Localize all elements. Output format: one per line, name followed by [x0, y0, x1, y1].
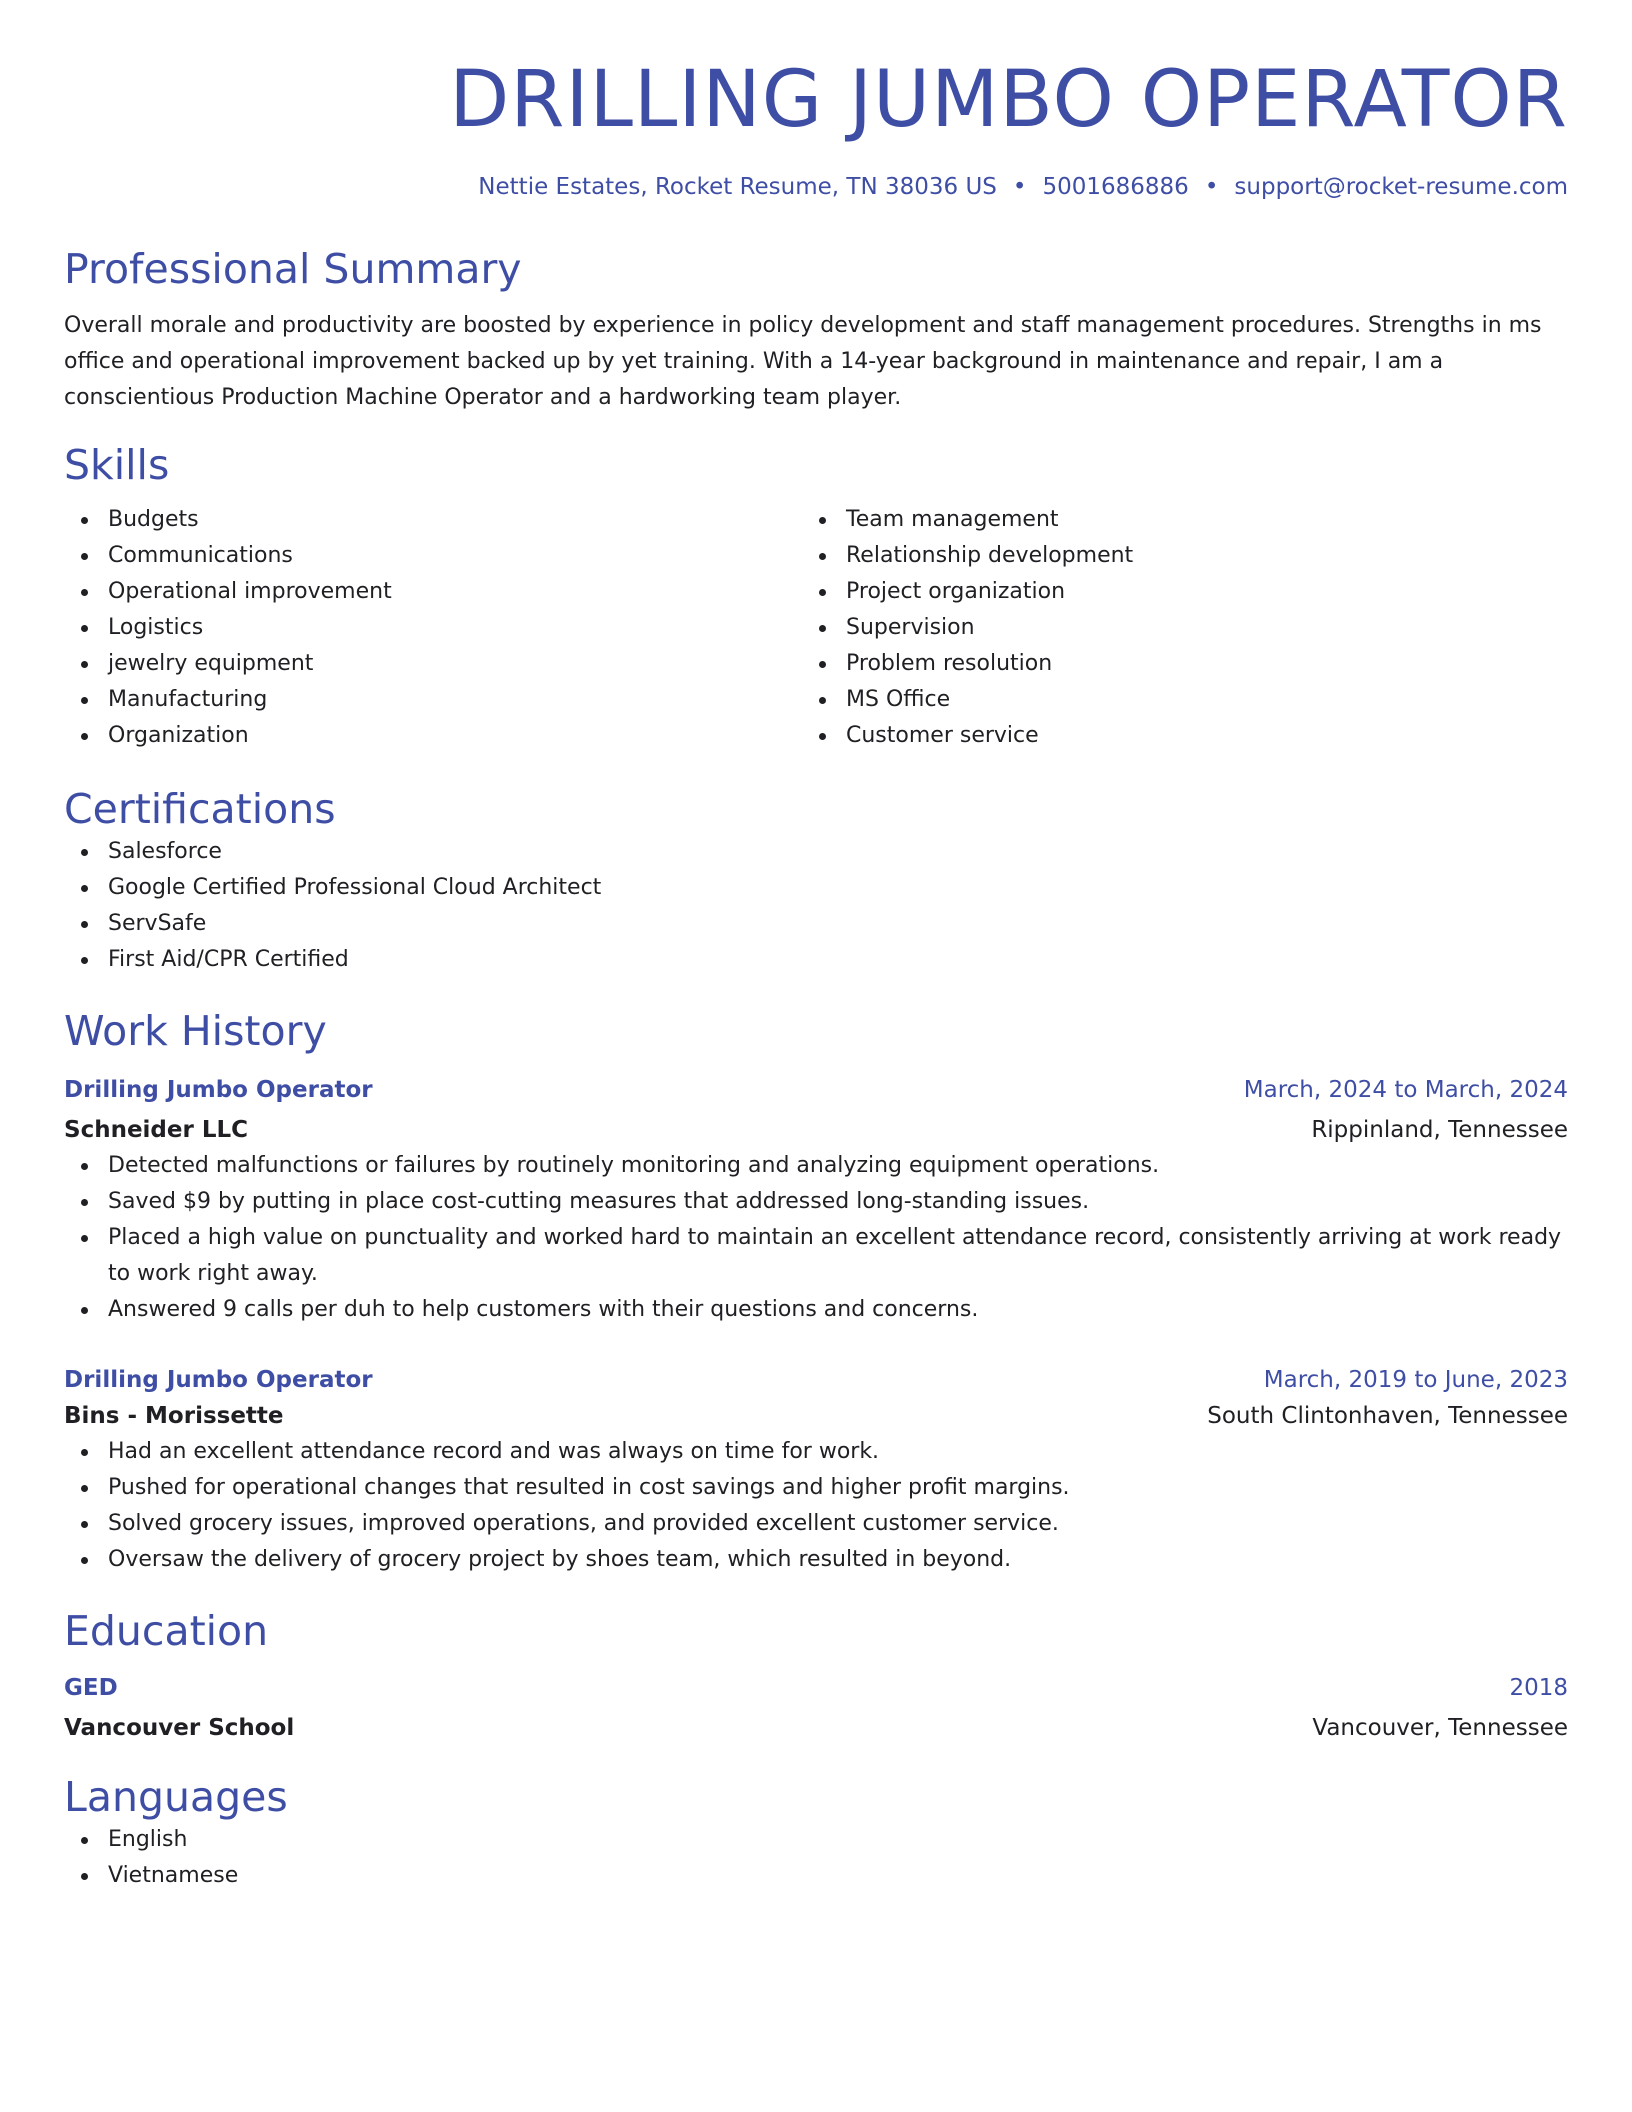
skill-item: Project organization [802, 574, 1540, 610]
job-location: Rippinland, Tennessee [1311, 1117, 1568, 1143]
skill-item: Communications [64, 538, 802, 574]
job-dates: March, 2019 to June, 2023 [1263, 1367, 1568, 1393]
job-entry [64, 1362, 1568, 1578]
job-company: Bins - Morissette [64, 1403, 284, 1429]
skill-item: Manufacturing [64, 682, 802, 718]
skill-item: Problem resolution [802, 646, 1540, 682]
job-company-row [64, 1398, 1568, 1434]
job-duty: Pushed for operational changes that resulted in cost savings and higher profit margins. [64, 1470, 1568, 1506]
job-duty: Answered 9 calls per duh to help customers with their questions and concerns. [64, 1292, 1568, 1328]
job-duties-list [64, 1148, 1568, 1328]
contact-line [64, 172, 1568, 202]
skills-columns [64, 502, 1568, 754]
skills-heading: Skills [64, 441, 170, 489]
job-duties-list [64, 1434, 1568, 1578]
summary-text: Overall morale and productivity are boosted by experience in policy development and staff management procedures. Strengths in ms office and operational improvement backed up by yet training. With a 14-year background in maintenance and repair, I am a conscientious Production Machine Operator and a hardworking team player. [64, 313, 1542, 410]
job-header-row [64, 1362, 1568, 1398]
contact-phone: 5001686886 [1042, 174, 1189, 200]
job-duty: Oversaw the delivery of grocery project by shoes team, which resulted in beyond. [64, 1542, 1568, 1578]
skill-item: Team management [802, 502, 1540, 538]
certifications-list [64, 834, 1568, 978]
job-company-row [64, 1112, 1568, 1148]
job-role: Drilling Jumbo Operator [64, 1077, 373, 1103]
skill-item: MS Office [802, 682, 1540, 718]
contact-email: support@rocket-resume.com [1234, 174, 1568, 200]
languages-list [64, 1822, 1568, 1894]
language-item: Vietnamese [64, 1858, 1568, 1894]
job-duty: Had an excellent attendance record and was always on time for work. [64, 1434, 1568, 1470]
job-role: Drilling Jumbo Operator [64, 1367, 373, 1393]
education-school: Vancouver School [64, 1715, 295, 1741]
skills-column-right [802, 502, 1540, 754]
certifications-heading: Certifications [64, 785, 336, 833]
job-entry [64, 1072, 1568, 1328]
skill-item: Supervision [802, 610, 1540, 646]
work-history-heading: Work History [64, 1007, 327, 1055]
job-company: Schneider LLC [64, 1117, 249, 1143]
contact-address: Nettie Estates, Rocket Resume, TN 38036 US [478, 174, 997, 200]
skill-item: jewelry equipment [64, 646, 802, 682]
contact-separator: • [1012, 174, 1027, 200]
skill-item: Organization [64, 718, 802, 754]
skill-item: Operational improvement [64, 574, 802, 610]
education-school-row [64, 1710, 1568, 1746]
job-duty: Saved $9 by putting in place cost-cutting measures that addressed long-standing issues. [64, 1184, 1568, 1220]
languages-heading: Languages [64, 1773, 288, 1821]
resume-header [64, 52, 1568, 202]
education-heading: Education [64, 1607, 269, 1655]
job-duty: Solved grocery issues, improved operations, and provided excellent customer service. [64, 1506, 1568, 1542]
job-location: South Clintonhaven, Tennessee [1207, 1403, 1568, 1429]
education-degree: GED [64, 1675, 118, 1701]
education-location: Vancouver, Tennessee [1312, 1715, 1568, 1741]
skill-item: Logistics [64, 610, 802, 646]
education-header-row [64, 1670, 1568, 1706]
certification-item: ServSafe [64, 906, 1568, 942]
certification-item: Google Certified Professional Cloud Architect [64, 870, 1568, 906]
skills-column-left [64, 502, 802, 754]
job-duty: Placed a high value on punctuality and worked hard to maintain an excellent attendance record, consistently arriving at work ready to work right away. [64, 1220, 1568, 1292]
job-header-row [64, 1072, 1568, 1108]
candidate-title: DRILLING JUMBO OPERATOR [449, 55, 1568, 145]
job-dates: March, 2024 to March, 2024 [1243, 1077, 1568, 1103]
certification-item: First Aid/CPR Certified [64, 942, 1568, 978]
language-item: English [64, 1822, 1568, 1858]
education-entry [64, 1670, 1568, 1746]
skill-item: Budgets [64, 502, 802, 538]
contact-separator: • [1204, 174, 1219, 200]
skill-item: Relationship development [802, 538, 1540, 574]
certification-item: Salesforce [64, 834, 1568, 870]
job-duty: Detected malfunctions or failures by routinely monitoring and analyzing equipment operations. [64, 1148, 1568, 1184]
education-year: 2018 [1509, 1675, 1568, 1701]
summary-heading: Professional Summary [64, 245, 522, 293]
skill-item: Customer service [802, 718, 1540, 754]
